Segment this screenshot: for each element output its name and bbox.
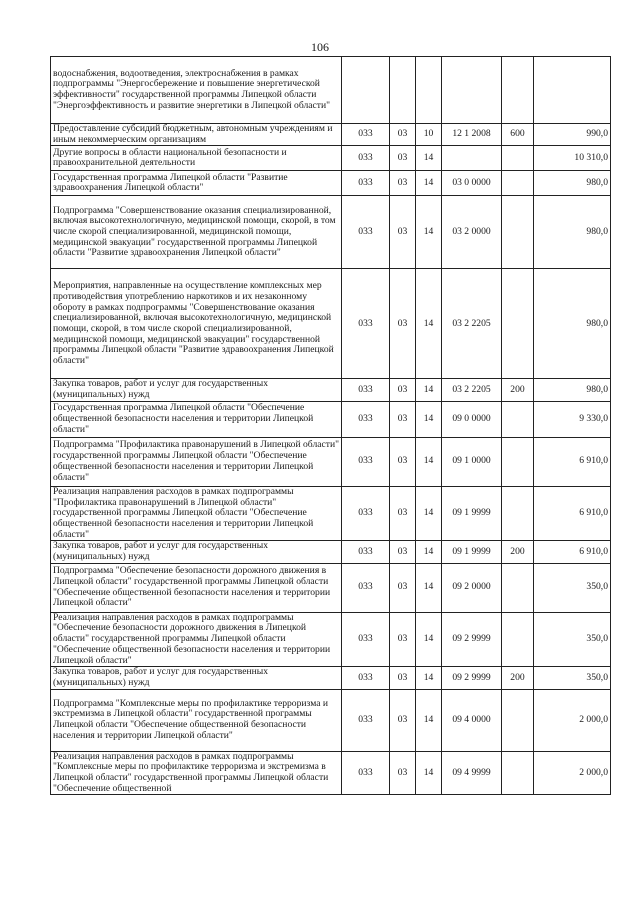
row-section-code: 03 <box>390 437 416 486</box>
row-expense-type-code <box>502 171 534 196</box>
row-expense-type-code <box>502 401 534 437</box>
row-name: Закупка товаров, работ и услуг для государственных (муниципальных) нужд <box>51 379 342 401</box>
row-subsection-code <box>416 57 442 124</box>
row-ministry-code: 033 <box>342 563 390 612</box>
row-target-code: 03 2 2205 <box>442 379 502 401</box>
row-subsection-code: 14 <box>416 612 442 667</box>
row-name: Реализация направления расходов в рамках подпрограммы "Комплексные меры по профилактике терроризма и экстремизма в Липецкой области" государственной программы Липецкой области "Обеспечение общественной <box>51 751 342 795</box>
row-ministry-code: 033 <box>342 541 390 563</box>
row-amount: 980,0 <box>534 196 611 269</box>
table-row <box>51 124 611 146</box>
row-target-code: 09 0 0000 <box>442 401 502 437</box>
row-amount: 980,0 <box>534 379 611 401</box>
row-name: Подпрограмма "Совершенствование оказания специализированной, включая высокотехнологичную, медицинской помощи, скорой, в том числе скорой специализированной, медицинской помощи, медицинской эвакуации" государственной программы Липецкой области "Развитие здравоохранения Липецкой области" <box>51 196 342 269</box>
row-target-code: 09 2 9999 <box>442 612 502 667</box>
row-target-code: 09 1 9999 <box>442 486 502 541</box>
row-expense-type-code: 200 <box>502 667 534 689</box>
row-ministry-code: 033 <box>342 486 390 541</box>
row-subsection-code: 14 <box>416 563 442 612</box>
row-name: Подпрограмма "Комплексные меры по профилактике терроризма и экстремизма в Липецкой области" государственной программы Липецкой области "Обеспечение общественной безопасности населения и территории Липецкой области" <box>51 689 342 751</box>
row-ministry-code: 033 <box>342 379 390 401</box>
table-row <box>51 401 611 437</box>
row-section-code: 03 <box>390 401 416 437</box>
row-ministry-code: 033 <box>342 171 390 196</box>
table-row <box>51 689 611 751</box>
row-amount: 350,0 <box>534 612 611 667</box>
row-amount <box>534 57 611 124</box>
budget-table <box>50 56 611 795</box>
row-section-code: 03 <box>390 124 416 146</box>
row-expense-type-code <box>502 269 534 379</box>
row-expense-type-code <box>502 563 534 612</box>
row-subsection-code: 14 <box>416 379 442 401</box>
table-row <box>51 379 611 401</box>
table-row <box>51 437 611 486</box>
row-amount: 6 910,0 <box>534 486 611 541</box>
table-row <box>51 612 611 667</box>
row-name: Государственная программа Липецкой области "Развитие здравоохранения Липецкой области" <box>51 171 342 196</box>
row-name: Закупка товаров, работ и услуг для государственных (муниципальных) нужд <box>51 541 342 563</box>
table-row <box>51 486 611 541</box>
row-amount: 9 330,0 <box>534 401 611 437</box>
row-expense-type-code <box>502 751 534 795</box>
row-subsection-code: 14 <box>416 486 442 541</box>
row-subsection-code: 14 <box>416 667 442 689</box>
row-ministry-code: 033 <box>342 401 390 437</box>
row-subsection-code: 14 <box>416 541 442 563</box>
row-amount: 990,0 <box>534 124 611 146</box>
row-section-code: 03 <box>390 486 416 541</box>
row-ministry-code: 033 <box>342 689 390 751</box>
row-expense-type-code <box>502 612 534 667</box>
table-row <box>51 57 611 124</box>
row-ministry-code: 033 <box>342 437 390 486</box>
table-row <box>51 196 611 269</box>
row-section-code: 03 <box>390 751 416 795</box>
row-name: Подпрограмма "Профилактика правонарушений в Липецкой области" государственной программы Липецкой области "Обеспечение общественной безопасности населения и территории Липецкой области" <box>51 437 342 486</box>
row-ministry-code: 033 <box>342 612 390 667</box>
row-subsection-code: 14 <box>416 269 442 379</box>
row-target-code: 03 2 0000 <box>442 196 502 269</box>
table-row <box>51 541 611 563</box>
row-section-code: 03 <box>390 171 416 196</box>
row-expense-type-code <box>502 196 534 269</box>
row-name: Другие вопросы в области национальной безопасности и правоохранительной деятельности <box>51 146 342 171</box>
table-row <box>51 171 611 196</box>
row-section-code: 03 <box>390 612 416 667</box>
row-expense-type-code <box>502 486 534 541</box>
row-amount: 6 910,0 <box>534 437 611 486</box>
row-target-code <box>442 57 502 124</box>
row-amount: 10 310,0 <box>534 146 611 171</box>
row-ministry-code: 033 <box>342 146 390 171</box>
row-amount: 2 000,0 <box>534 751 611 795</box>
row-target-code <box>442 146 502 171</box>
row-section-code: 03 <box>390 667 416 689</box>
row-expense-type-code: 200 <box>502 541 534 563</box>
row-target-code: 09 4 9999 <box>442 751 502 795</box>
row-subsection-code: 14 <box>416 171 442 196</box>
row-amount: 980,0 <box>534 171 611 196</box>
row-section-code: 03 <box>390 269 416 379</box>
row-section-code <box>390 57 416 124</box>
row-expense-type-code <box>502 689 534 751</box>
row-section-code: 03 <box>390 563 416 612</box>
row-ministry-code: 033 <box>342 196 390 269</box>
row-ministry-code: 033 <box>342 751 390 795</box>
row-amount: 350,0 <box>534 563 611 612</box>
row-name: Предоставление субсидий бюджетным, автономным учреждениям и иным некоммерческим организациям <box>51 124 342 146</box>
row-subsection-code: 14 <box>416 196 442 269</box>
row-subsection-code: 14 <box>416 437 442 486</box>
row-target-code: 03 2 2205 <box>442 269 502 379</box>
row-name: Подпрограмма "Обеспечение безопасности дорожного движения в Липецкой области" государственной программы Липецкой области "Обеспечение общественной безопасности населения и территории Липецкой области" <box>51 563 342 612</box>
row-section-code: 03 <box>390 541 416 563</box>
table-row <box>51 667 611 689</box>
table-row <box>51 146 611 171</box>
row-section-code: 03 <box>390 379 416 401</box>
row-target-code: 09 4 0000 <box>442 689 502 751</box>
row-amount: 980,0 <box>534 269 611 379</box>
row-name: водоснабжения, водоотведения, электроснабжения в рамках подпрограммы "Энергосбережение и повышение энергетической эффективности" государственной программы Липецкой области "Энергоэффективность и развитие энергетики в Липецкой области" <box>51 57 342 124</box>
row-target-code: 03 0 0000 <box>442 171 502 196</box>
row-target-code: 09 1 9999 <box>442 541 502 563</box>
row-subsection-code: 14 <box>416 751 442 795</box>
row-expense-type-code <box>502 57 534 124</box>
row-ministry-code: 033 <box>342 667 390 689</box>
table-row <box>51 269 611 379</box>
row-amount: 350,0 <box>534 667 611 689</box>
row-target-code: 09 1 0000 <box>442 437 502 486</box>
row-name: Мероприятия, направленные на осуществление комплексных мер противодействия употреблению наркотиков и их незаконному обороту в рамках подпрограммы "Совершенствование оказания специализированной, включая высокотехнологичную, медицинской помощи, скорой, в том числе скорой специализированной, медицинской помощи, медицинской эвакуации" государственной программы Липецкой области "Развитие здравоохранения Липецкой области" <box>51 269 342 379</box>
row-expense-type-code: 600 <box>502 124 534 146</box>
row-name: Закупка товаров, работ и услуг для государственных (муниципальных) нужд <box>51 667 342 689</box>
row-section-code: 03 <box>390 146 416 171</box>
page-number: 106 <box>311 40 329 54</box>
row-expense-type-code <box>502 146 534 171</box>
row-section-code: 03 <box>390 196 416 269</box>
table-row <box>51 751 611 795</box>
row-ministry-code <box>342 57 390 124</box>
table-body <box>51 57 611 795</box>
row-target-code: 09 2 9999 <box>442 667 502 689</box>
row-amount: 2 000,0 <box>534 689 611 751</box>
row-name: Реализация направления расходов в рамках подпрограммы "Обеспечение безопасности дорожного движения в Липецкой области" государственной программы Липецкой области "Обеспечение общественной безопасности населения и территории Липецкой области" <box>51 612 342 667</box>
row-name: Государственная программа Липецкой области "Обеспечение общественной безопасности населения и территории Липецкой области" <box>51 401 342 437</box>
row-ministry-code: 033 <box>342 269 390 379</box>
row-expense-type-code <box>502 437 534 486</box>
row-amount: 6 910,0 <box>534 541 611 563</box>
row-ministry-code: 033 <box>342 124 390 146</box>
row-subsection-code: 14 <box>416 401 442 437</box>
row-subsection-code: 14 <box>416 689 442 751</box>
row-target-code: 12 1 2008 <box>442 124 502 146</box>
row-name: Реализация направления расходов в рамках подпрограммы "Профилактика правонарушений в Липецкой области" государственной программы Липецкой области "Обеспечение общественной безопасности населения и территории Липецкой области" <box>51 486 342 541</box>
row-target-code: 09 2 0000 <box>442 563 502 612</box>
row-subsection-code: 10 <box>416 124 442 146</box>
row-section-code: 03 <box>390 689 416 751</box>
table-row <box>51 563 611 612</box>
row-subsection-code: 14 <box>416 146 442 171</box>
row-expense-type-code: 200 <box>502 379 534 401</box>
